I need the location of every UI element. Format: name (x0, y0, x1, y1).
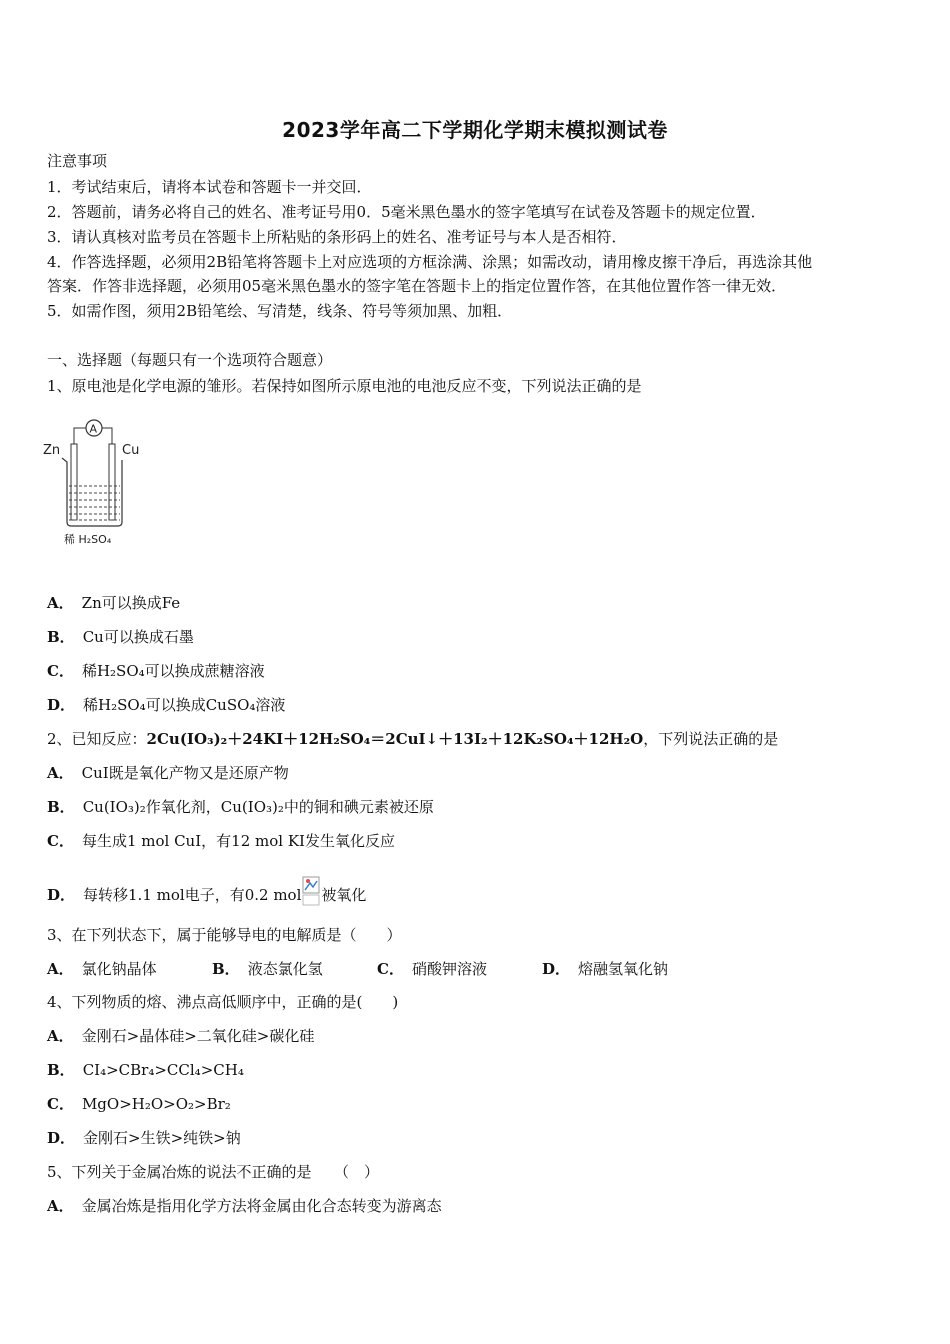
option-text: 金属冶炼是指用化学方法将金属由化合态转变为游离态 (81, 1197, 442, 1215)
zn-electrode-label: Zn (43, 443, 61, 458)
question-3-option-c (377, 958, 542, 979)
option-text: Zn可以换成Fe (81, 594, 181, 612)
question-2-option-d (47, 876, 366, 906)
notice-item: 3．请认真核对监考员在答题卡上所粘贴的条形码上的姓名、准考证号与本人是否相符． (47, 228, 627, 246)
stem-prefix: 2、已知反应： (47, 730, 147, 748)
question-1-option-a (47, 593, 180, 613)
option-text: 硝酸钾溶液 (411, 960, 487, 978)
question-1-stem: 1、原电池是化学电源的雏形。若保持如图所示原电池的电池反应不变，下列说法正确的是 (47, 377, 642, 395)
option-text-suffix: 被氧化 (321, 886, 367, 904)
broken-image-icon (302, 876, 320, 906)
option-text: CI₄>CBr₄>CCl₄>CH₄ (82, 1061, 244, 1079)
notice-item: 5．如需作图，须用2B铅笔绘、写清楚，线条、符号等须加黑、加粗． (47, 302, 513, 320)
question-5-option-a (47, 1196, 442, 1216)
wire-left (74, 428, 86, 444)
notice-item: 答案．作答非选择题，必须用05毫米黑色墨水的签字笔在答题卡上的指定位置作答，在其他位置作答一律无效． (47, 277, 787, 295)
option-letter: D． (542, 960, 571, 978)
question-1-option-d (47, 695, 285, 715)
question-2-option-c (47, 831, 395, 851)
question-3-option-b (212, 958, 377, 979)
question-4-option-c (47, 1094, 231, 1114)
ammeter-label: A (89, 422, 98, 436)
question-4-stem: 4、下列物质的熔、沸点高低顺序中，正确的是( ) (47, 993, 399, 1011)
page-title: 2023学年高二下学期化学期末模拟测试卷 (282, 118, 668, 142)
option-letter: A． (47, 1027, 74, 1045)
question-1-option-b (47, 627, 194, 647)
question-2-option-b (47, 797, 434, 817)
option-text: 稀H₂SO₄可以换成CuSO₄溶液 (83, 696, 286, 714)
option-letter: B． (47, 798, 75, 816)
question-2-stem (47, 729, 778, 749)
option-text: Cu可以换成石墨 (82, 628, 194, 646)
option-letter: C． (47, 832, 74, 850)
solution-label: 稀 H₂SO₄ (64, 533, 112, 546)
option-text: 氯化钠晶体 (81, 960, 157, 978)
option-letter: C． (377, 960, 404, 978)
option-letter: A． (47, 960, 74, 978)
option-letter: B． (47, 628, 75, 646)
section-heading: 一、选择题（每题只有一个选项符合题意） (47, 351, 333, 369)
option-letter: A． (47, 1197, 74, 1215)
option-letter: C． (47, 1095, 74, 1113)
option-letter: D． (47, 696, 76, 714)
option-text: 金刚石>生铁>纯铁>钠 (83, 1129, 241, 1147)
notice-item: 1．考试结束后，请将本试卷和答题卡一并交回． (47, 178, 372, 196)
question-1-option-c (47, 661, 265, 681)
notice-item: 4．作答选择题，必须用2B铅笔将答题卡上对应选项的方框涂满、涂黑；如需改动，请用橡皮擦干净后，再选涂其他 (47, 253, 813, 271)
option-letter: B． (47, 1061, 75, 1079)
notice-heading: 注意事项 (47, 152, 108, 170)
option-text: Cu(IO₃)₂作氧化剂，Cu(IO₃)₂中的铜和碘元素被还原 (82, 798, 434, 816)
question-3-options (47, 958, 668, 979)
zn-electrode (71, 444, 77, 520)
question-2-option-a (47, 763, 289, 783)
option-text: 液态氯化氢 (247, 960, 323, 978)
option-letter: C． (47, 662, 74, 680)
question-5-stem: 5、下列关于金属冶炼的说法不正确的是 （ ） (47, 1163, 380, 1181)
option-text: 每转移1.1 mol电子，有0.2 mol (83, 886, 302, 904)
option-text: 熔融氢氧化钠 (578, 960, 669, 978)
question-4-option-d (47, 1128, 241, 1148)
option-text: 稀H₂SO₄可以换成蔗糖溶液 (81, 662, 265, 680)
option-letter: D． (47, 886, 76, 904)
notice-item: 2．答题前，请务必将自己的姓名、准考证号用0．5毫米黑色墨水的签字笔填写在试卷及答题卡的规定位置． (47, 203, 766, 221)
question-3-option-a (47, 958, 212, 979)
option-letter: A． (47, 594, 74, 612)
stem-suffix: ，下列说法正确的是 (643, 730, 779, 748)
wire-right (102, 428, 112, 444)
option-text: 每生成1 mol CuI，有12 mol KI发生氧化反应 (81, 832, 395, 850)
question-3-option-d (542, 958, 668, 979)
question-4-option-a (47, 1026, 314, 1046)
option-text: CuI既是氧化产物又是还原产物 (81, 764, 289, 782)
question-3-stem: 3、在下列状态下，属于能够导电的电解质是（ ） (47, 926, 402, 944)
option-text: MgO>H₂O>O₂>Br₂ (81, 1095, 231, 1113)
option-letter: B． (212, 960, 240, 978)
reaction-equation: 2Cu(IO₃)₂＋24KI＋12H₂SO₄＝2CuI↓＋13I₂＋12K₂SO₄＋12H₂O (146, 730, 644, 748)
option-letter: A． (47, 764, 74, 782)
option-letter: D． (47, 1129, 76, 1147)
option-text: 金刚石>晶体硅>二氧化硅>碳化硅 (81, 1027, 315, 1045)
galvanic-cell-diagram (40, 414, 150, 550)
cu-electrode-label: Cu (122, 443, 140, 458)
cu-electrode (109, 444, 115, 520)
question-4-option-b (47, 1060, 244, 1080)
